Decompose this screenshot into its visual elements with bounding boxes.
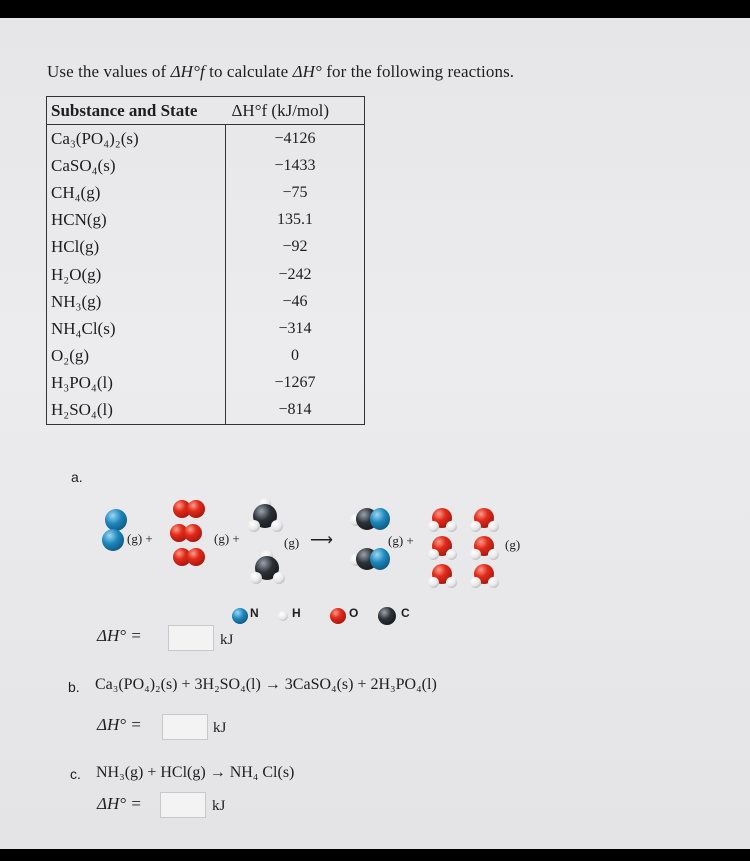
table-header-row <box>47 97 365 125</box>
substance-cell: HCN(g) <box>47 207 226 234</box>
n-atom <box>370 508 390 530</box>
enthalpy-value-cell: −75 <box>282 183 308 201</box>
h-atom <box>428 549 439 560</box>
prompt-symbol-hf: ΔH°f <box>170 62 205 81</box>
n-atom <box>105 509 127 531</box>
prompt-text <box>47 62 514 82</box>
table-row <box>47 261 365 288</box>
table-row <box>47 125 365 153</box>
table-row <box>47 234 365 261</box>
h-atom <box>488 521 499 532</box>
h-atom <box>446 549 457 560</box>
part-b-unit: kJ <box>213 720 227 736</box>
worksheet <box>0 18 750 849</box>
legend-o-label: O <box>349 606 359 620</box>
part-a-answer-input[interactable] <box>168 625 214 651</box>
table-row <box>47 179 365 206</box>
enthalpy-value-cell: −92 <box>282 238 308 256</box>
table-row <box>47 343 365 370</box>
plus-3: (g) + <box>388 533 414 548</box>
prompt-symbol-h: ΔH° <box>292 62 322 81</box>
h-atom <box>446 521 457 532</box>
o-atom <box>184 524 202 542</box>
table-row <box>47 152 365 179</box>
legend-c-swatch <box>378 607 396 625</box>
part-c-equation: NH₃(g) + HCl(g) → NH₄ Cl(s) <box>96 764 295 781</box>
part-a-label: a. <box>71 469 83 485</box>
enthalpy-value-cell: −814 <box>278 401 312 419</box>
part-b-answer-input[interactable] <box>162 714 208 740</box>
o-atom <box>187 500 205 518</box>
h2o-molecules <box>428 504 500 590</box>
table-row <box>47 315 365 342</box>
substance-cell: Ca₃(PO₄)₂(s) <box>47 125 226 153</box>
plus-2: (g) + <box>214 531 240 546</box>
ch4-molecule <box>248 498 284 534</box>
h-atom <box>470 521 481 532</box>
table-row <box>47 207 365 234</box>
part-b-equation: Ca₃(PO₄)₂(s) + 3H₂SO₄(l) → 3CaSO₄(s) + 2H₃PO₄(l) <box>95 676 437 693</box>
prompt-pre: Use the values of <box>47 62 171 81</box>
substance-cell: H₂SO₄(l) <box>47 397 226 425</box>
part-a-unit: kJ <box>220 632 234 648</box>
h-atom <box>470 577 481 588</box>
hcn-molecule <box>350 548 390 572</box>
enthalpy-value-cell: −4126 <box>274 129 316 147</box>
substance-cell: NH₃(g) <box>47 288 226 315</box>
enthalpy-value-cell: −46 <box>282 292 308 310</box>
enthalpy-table <box>46 96 365 425</box>
plus-1: (g) + <box>127 531 153 546</box>
h-atom <box>248 520 260 532</box>
prompt-mid: to calculate <box>204 62 293 81</box>
substance-cell: O₂(g) <box>47 343 226 370</box>
h-atom <box>488 577 499 588</box>
part-c-unit: kJ <box>212 798 226 814</box>
legend-h-label: H <box>292 606 301 620</box>
h-atom <box>446 577 457 588</box>
o2-molecules <box>170 500 210 570</box>
substance-cell: H₂O(g) <box>47 261 226 288</box>
part-c-label: c. <box>70 766 81 782</box>
h-atom <box>428 577 439 588</box>
legend-h-swatch <box>278 611 288 621</box>
o-atom <box>187 548 205 566</box>
header-value: ΔH°f (kJ/mol) <box>226 97 365 125</box>
enthalpy-value-cell: −1267 <box>274 374 316 392</box>
part-b-label: b. <box>68 679 80 695</box>
ch4-molecule <box>250 550 286 586</box>
state-g-1: (g) <box>284 535 300 550</box>
enthalpy-value-cell: 0 <box>291 347 299 365</box>
n-atom <box>370 548 390 570</box>
table-row <box>47 288 365 315</box>
n2-molecule <box>100 509 130 561</box>
table-row <box>47 370 365 397</box>
reaction-arrow: ⟶ <box>310 532 333 549</box>
part-a-dh-label: ΔH° = <box>97 626 142 645</box>
table-row <box>47 397 365 425</box>
h-atom <box>470 549 481 560</box>
substance-cell: CaSO₄(s) <box>47 152 226 179</box>
h-atom <box>488 549 499 560</box>
enthalpy-value-cell: 135.1 <box>277 211 313 229</box>
prompt-post: for the following reactions. <box>321 62 515 81</box>
enthalpy-value-cell: −1433 <box>274 156 316 174</box>
h-atom <box>273 572 285 584</box>
n-atom <box>102 529 124 551</box>
substance-cell: CH₄(g) <box>47 179 226 206</box>
state-g-2: (g) <box>505 537 521 552</box>
substance-cell: H₃PO₄(l) <box>47 370 226 397</box>
legend-n-label: N <box>250 606 259 620</box>
legend-o-swatch <box>330 608 346 624</box>
h-atom <box>271 520 283 532</box>
enthalpy-value-cell: −242 <box>278 265 312 283</box>
legend-n-swatch <box>232 608 248 624</box>
part-c-dh-label: ΔH° = <box>97 794 142 813</box>
substance-cell: NH₄Cl(s) <box>47 315 226 342</box>
hcn-molecule <box>350 508 390 532</box>
part-b-dh-label: ΔH° = <box>97 715 142 734</box>
legend-c-label: C <box>401 606 410 620</box>
h-atom <box>428 521 439 532</box>
part-c-answer-input[interactable] <box>160 792 206 818</box>
enthalpy-value-cell: −314 <box>278 319 312 337</box>
header-substance: Substance and State <box>47 97 226 125</box>
substance-cell: HCl(g) <box>47 234 226 261</box>
h-atom <box>250 572 262 584</box>
